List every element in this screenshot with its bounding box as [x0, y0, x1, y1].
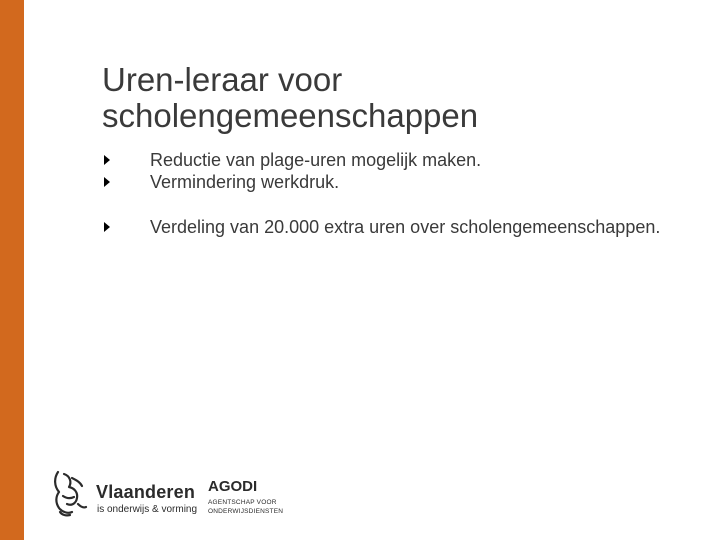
bullet-item: [102, 216, 662, 238]
triangle-right-icon: [104, 222, 110, 232]
triangle-right-icon: [104, 155, 110, 165]
vlaanderen-logo-subtitle: is onderwijs & vorming: [97, 504, 198, 515]
bullet-text: Verdeling van 20.000 extra uren over scholengemeenschappen.: [150, 217, 661, 237]
agodi-subtitle-line: ONDERWIJSDIENSTEN: [208, 508, 284, 515]
flemish-lion-icon: [50, 468, 90, 518]
footer-logos: [50, 468, 300, 528]
slide-title: Uren-leraar voor scholengemeenschappen: [102, 61, 479, 134]
bullet-text: Reductie van plage-uren mogelijk maken.: [150, 150, 482, 170]
agodi-subtitle-line: AGENTSCHAP VOOR: [208, 499, 277, 506]
bullet-list: [102, 149, 662, 238]
bullet-item: [102, 149, 662, 171]
accent-side-bar: [0, 0, 24, 540]
bullet-text: Vermindering werkdruk.: [150, 172, 340, 192]
triangle-right-icon: [104, 177, 110, 187]
vlaanderen-logo-text: Vlaanderen: [96, 482, 196, 502]
agodi-logo-subtitle: [208, 498, 298, 516]
bullet-item: [102, 171, 662, 193]
agodi-logo-text: AGODI: [208, 478, 258, 495]
